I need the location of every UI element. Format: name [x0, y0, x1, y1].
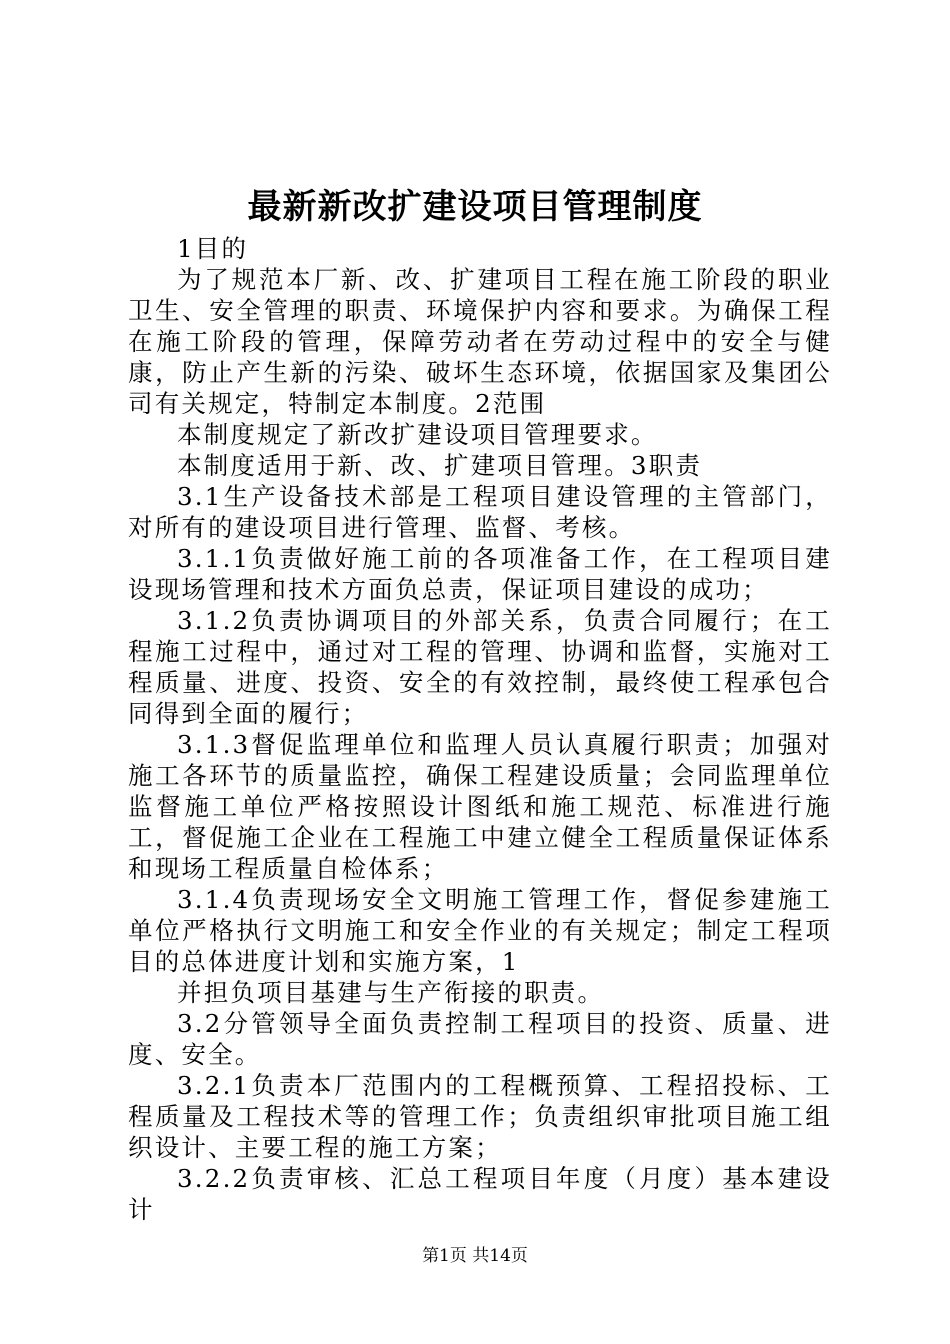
- paragraph: 并担负项目基建与生产衔接的职责。: [177, 978, 605, 1007]
- paragraph: 3.1.4负责现场安全文明施工管理工作，督促参建施工单位严格执行文明施工和安全作业的有关规定；制定工程项目的总体进度计划和实施方案，1: [128, 885, 832, 976]
- paragraph: 3.2.1负责本厂范围内的工程概预算、工程招投标、工程质量及工程技术等的管理工作；负责组织审批项目施工组织设计、主要工程的施工方案；: [128, 1071, 832, 1162]
- paragraph: 3.1生产设备技术部是工程项目建设管理的主管部门，对所有的建设项目进行管理、监督、考核。: [128, 482, 832, 542]
- paragraph: 本制度规定了新改扩建设项目管理要求。: [177, 420, 658, 449]
- paragraph: 为了规范本厂新、改、扩建项目工程在施工阶段的职业卫生、安全管理的职责、环境保护内容和要求。为确保工程在施工阶段的管理，保障劳动者在劳动过程中的安全与健康，防止产生新的污染、破坏生态环境，依据国家及集团公司有关规定，特制定本制度。2范围: [128, 265, 832, 418]
- paragraph: 3.2分管领导全面负责控制工程项目的投资、质量、进度、安全。: [128, 1009, 832, 1069]
- paragraph: 本制度适用于新、改、扩建项目管理。3职责: [177, 451, 703, 480]
- paragraph: 3.1.3督促监理单位和监理人员认真履行职责；加强对施工各环节的质量监控，确保工程建设质量；会同监理单位监督施工单位严格按照设计图纸和施工规范、标准进行施工，督促施工企业在工程施工中建立健全工程质量保证体系和现场工程质量自检体系；: [128, 730, 832, 883]
- paragraph: 3.2.2负责审核、汇总工程项目年度（月度）基本建设计: [128, 1164, 832, 1224]
- paragraph: 3.1.2负责协调项目的外部关系，负责合同履行；在工程施工过程中，通过对工程的管理、协调和监督，实施对工程质量、进度、投资、安全的有效控制，最终使工程承包合同得到全面的履行；: [128, 606, 832, 728]
- paragraph-purpose-heading: 1目的: [177, 234, 249, 263]
- document-title: 最新新改扩建设项目管理制度: [247, 187, 703, 227]
- document-body: [128, 233, 832, 1225]
- paragraph: 3.1.1负责做好施工前的各项准备工作，在工程项目建设现场管理和技术方面负总责，保证项目建设的成功；: [128, 544, 832, 604]
- page-footer: 第1页 共14页: [422, 1246, 528, 1266]
